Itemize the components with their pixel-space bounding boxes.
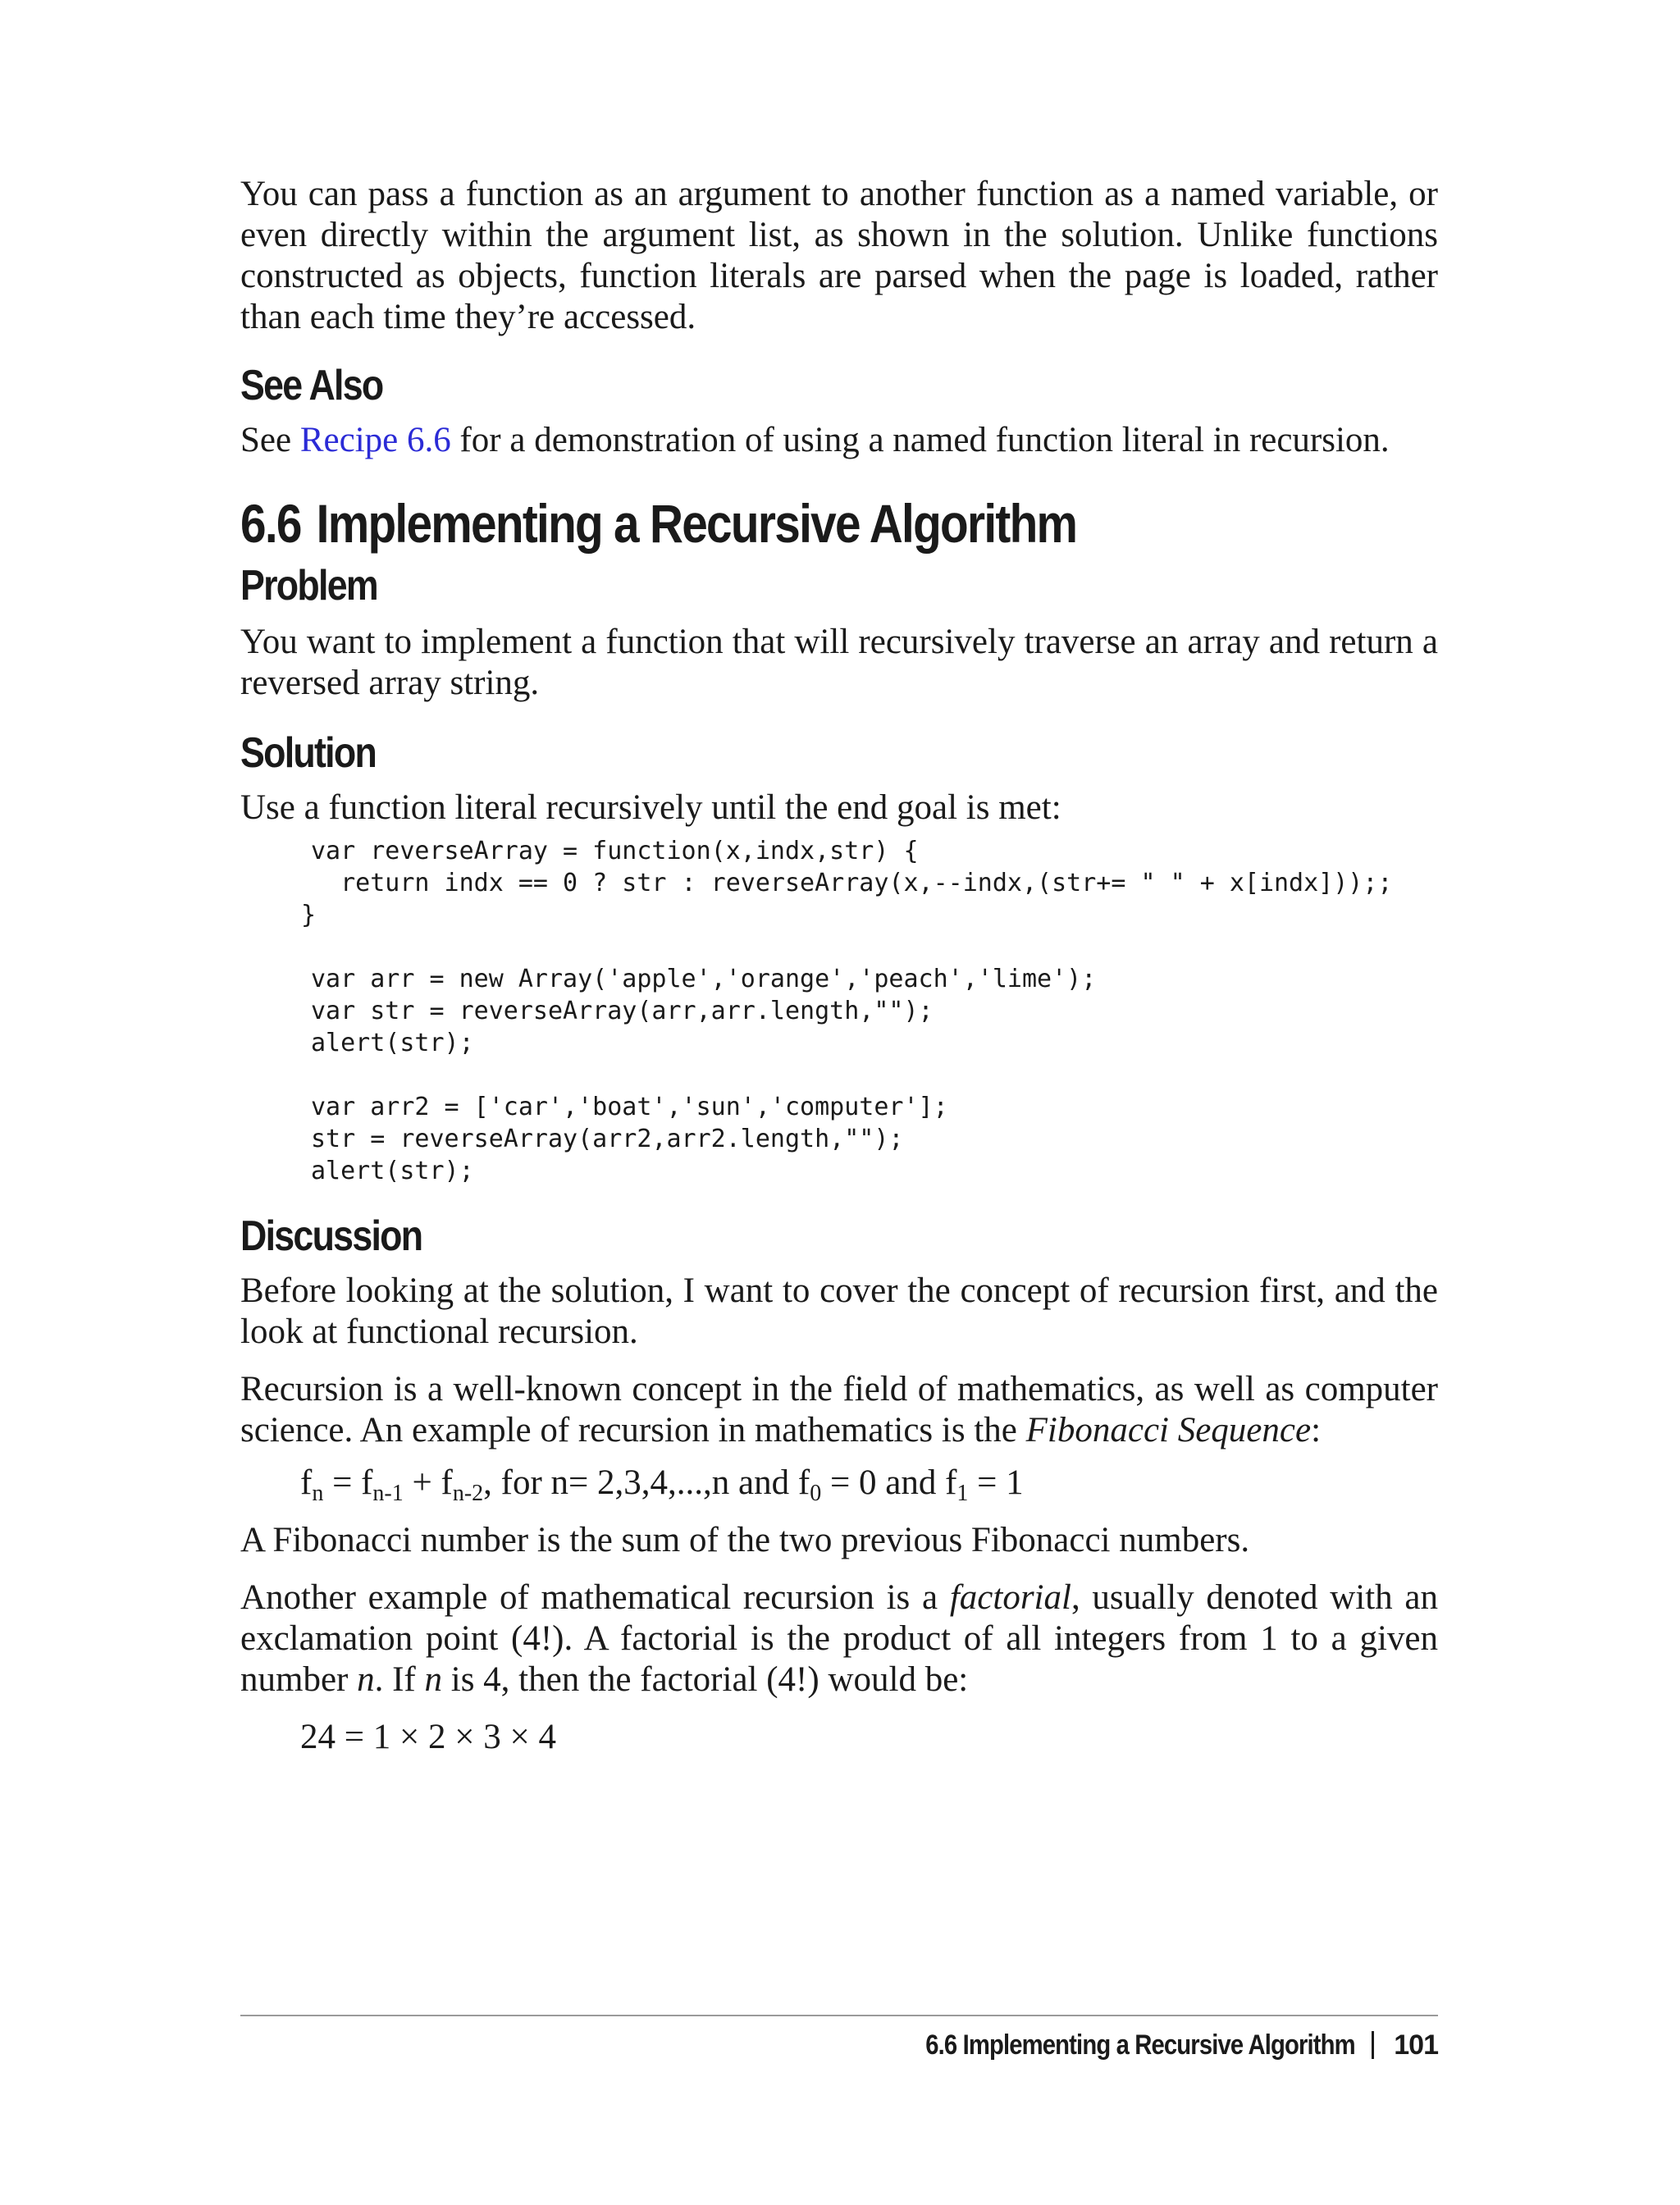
p4-text: Another example of mathematical recursion is a <box>240 1578 950 1617</box>
recipe-link[interactable]: Recipe 6.6 <box>299 421 451 459</box>
problem-heading: Problem <box>240 562 377 609</box>
page-content <box>240 174 1438 1758</box>
fibonacci-term: Fibonacci Sequence <box>1025 1411 1312 1449</box>
code-line <box>311 1059 1438 1091</box>
see-also-text-after: for a demonstration of using a named function literal in recursion. <box>450 421 1390 459</box>
factorial-term: factorial <box>949 1578 1071 1617</box>
problem-paragraph: You want to implement a function that will recursively traverse an array and return a reversed array string. <box>240 623 1438 702</box>
see-also-heading: See Also <box>240 362 383 409</box>
formula-f: f <box>797 1463 810 1502</box>
code-line: var arr = new Array('apple','orange','peach','lime'); <box>311 965 1097 993</box>
code-block <box>240 835 1438 1187</box>
section-title-text: Implementing a Recursive Algorithm <box>316 493 1077 554</box>
code-line: var reverseArray = function(x,indx,str) { <box>311 837 919 865</box>
see-also-paragraph <box>240 420 1438 461</box>
see-also-text-before: See <box>240 421 300 459</box>
variable-n: n <box>357 1660 375 1699</box>
code-line: var str = reverseArray(arr,arr.length,""); <box>311 997 934 1025</box>
intro-paragraph: You can pass a function as an argument to another function as a named variable, or even directly within the argument list, as shown in the solution. Unlike functions constructed as objects, function literals are parsed when the page is loaded, rather than each time they’re accessed. <box>240 175 1438 336</box>
code-line: return indx == 0 ? str : reverseArray(x,--indx,(str+= " " + x[indx]));; <box>311 869 1393 897</box>
discussion-paragraph-1: Before looking at the solution, I want to cover the concept of recursion first, and the look at functional recursion. <box>240 1271 1438 1351</box>
page-number: 101 <box>1394 2029 1438 2061</box>
solution-paragraph: Use a function literal recursively until the end goal is met: <box>240 788 1061 827</box>
code-line: } <box>301 901 317 929</box>
code-line: alert(str); <box>311 1157 474 1185</box>
section-number: 6.6 <box>240 493 301 554</box>
solution-heading: Solution <box>240 729 377 777</box>
footer-rule <box>240 2015 1438 2016</box>
page-footer <box>856 2025 1438 2066</box>
code-line: str = reverseArray(arr2,arr2.length,""); <box>311 1125 904 1153</box>
formula-sub: 1 <box>956 1481 969 1506</box>
code-line: alert(str); <box>311 1029 474 1057</box>
formula-plus: + <box>403 1463 441 1502</box>
formula-f: f <box>300 1463 313 1502</box>
p2-colon: : <box>1311 1411 1322 1449</box>
p4-text: . If <box>374 1660 425 1699</box>
formula-f: f <box>361 1463 373 1502</box>
code-line <box>311 931 1438 963</box>
footer-separator <box>1372 2031 1374 2059</box>
formula-sub: n-2 <box>452 1481 484 1506</box>
code-line: var arr2 = ['car','boat','sun','computer']; <box>311 1093 948 1121</box>
discussion-paragraph-2 <box>240 1369 1438 1451</box>
p4-text: is 4, then the factorial (4!) would be: <box>442 1660 969 1699</box>
variable-n: n <box>424 1660 442 1699</box>
p4-text: , usually denoted with an exclamation point (4!). A factorial is the product of all integers from 1 to a given number <box>240 1578 1438 1699</box>
formula-text: = 0 and <box>821 1463 946 1502</box>
running-title: 6.6 Implementing a Recursive Algorithm <box>925 2029 1356 2061</box>
discussion-paragraph-3: A Fibonacci number is the sum of the two previous Fibonacci numbers. <box>240 1521 1250 1559</box>
formula-text: , for n= 2,3,4,...,n and <box>483 1463 798 1502</box>
formula-sub: n-1 <box>372 1481 404 1506</box>
p2-text: Recursion is a well-known concept in the field of mathematics, as well as computer science. An example of recursion in mathematics is the <box>240 1370 1438 1449</box>
discussion-heading: Discussion <box>240 1212 422 1260</box>
formula-f: f <box>945 1463 957 1502</box>
formula-sub: n <box>312 1481 324 1506</box>
formula-eq: = <box>323 1463 362 1502</box>
factorial-example: 24 = 1 × 2 × 3 × 4 <box>300 1718 557 1756</box>
formula-sub: 0 <box>810 1481 822 1506</box>
formula-text: = 1 <box>968 1463 1024 1502</box>
discussion-paragraph-4 <box>240 1577 1438 1701</box>
section-title <box>240 492 1271 555</box>
fibonacci-formula <box>240 1463 1438 1504</box>
formula-f: f <box>441 1463 453 1502</box>
